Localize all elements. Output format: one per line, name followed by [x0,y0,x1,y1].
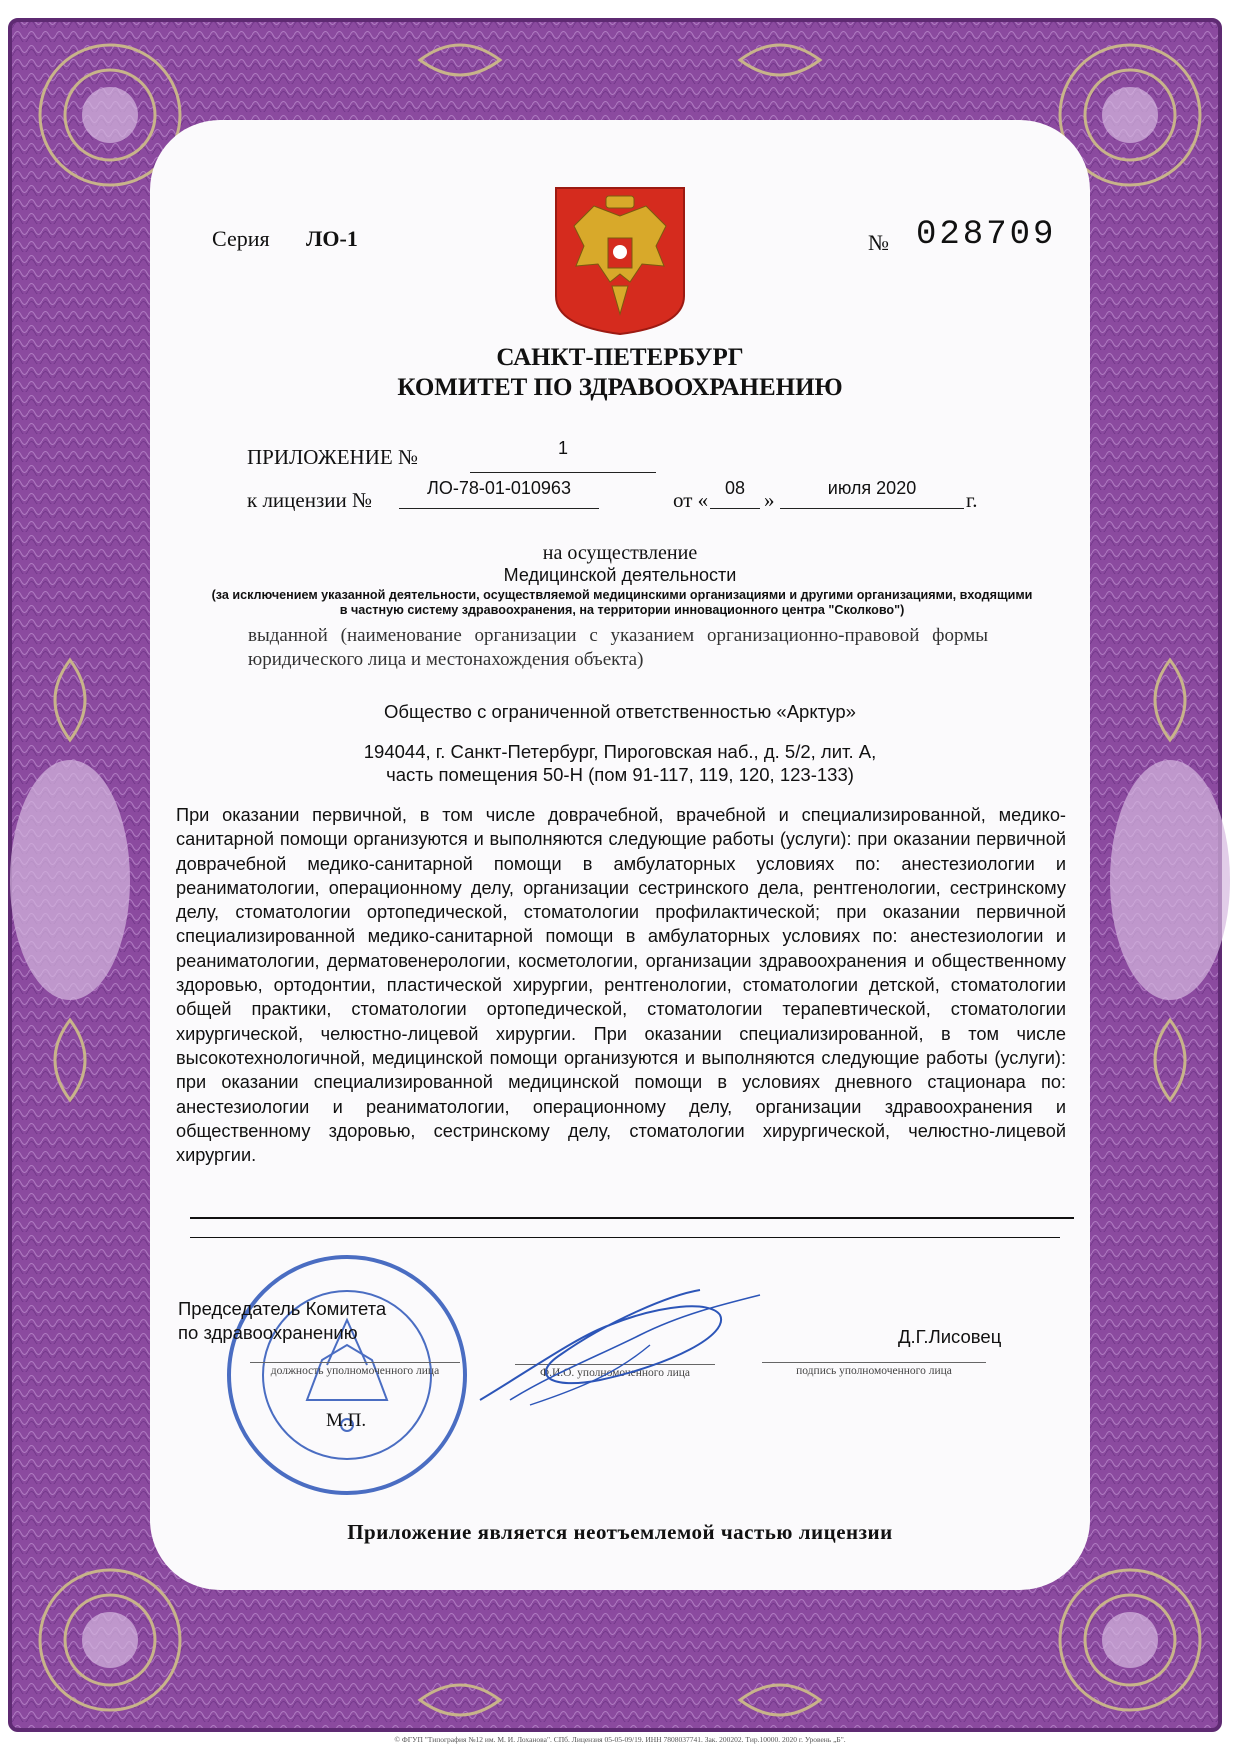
activity-note-line1: (за исключением указанной деятельности, осуществляемой медицинскими организациями и другими организациями, входящими [211,588,1033,602]
organization-address-line2: часть помещения 50-Н (пом 91-117, 119, 120, 123-133) [386,764,854,785]
caption-signature: подпись уполномоченного лица [762,1362,986,1377]
date-from-label: от « [673,488,709,512]
signatory-name: Д.Г.Лисовец [898,1326,1002,1347]
handwritten-signature [470,1275,770,1425]
date-month-year-field [780,478,964,509]
license-label: к лицензии № [247,488,373,512]
appendix-number: 1 [557,438,568,458]
services-text: При оказании первичной, в том числе доврачебной, врачебной и специализированной, медико-санитарной помощи организуются и выполняются следующие работы (услуги): при оказании первичной доврачебной медико-санитарной помощи в амбулаторных условиях по: анестезиологии и реаниматологии, операционному делу, организации сестринского дела, рентгенологии, сестринскому делу, стоматологии ортопедической, стоматологии профилактической; при оказании первичной специализированной медико-санитарной помощи в амбулаторных условиях по: анестезиологии и реаниматологии, дерматовенерологии, косметологии, организации здравоохранения и общественному здоровью, ортодонтии, пластической хирургии, рентгенологии, стоматологии детской, стоматологии общей практики, стоматологии ортопедической, стоматологии терапевтической, стоматологии хирургической, челюстно-лицевой хирургии. При оказании специализированной, в том числе высокотехнологичной, медицинской помощи организуются и выполняются следующие работы (услуги): при оказании специализированной медицинской помощи в условиях дневного стационара по: анестезиологии и реаниматологии, операционному делу, организации здравоохранения и общественному здоровью, сестринскому делу, стоматологии хирургической, челюстно-лицевой хирургии. [176,805,1066,1166]
divider-line-2 [190,1237,1060,1238]
issued-explanation: выданной (наименование организации с указанием организационно-правовой формы юридического лица и местонахождения объекта) [248,625,988,670]
activity-intro: на осуществление [542,542,698,564]
date-month-year: июля 2020 [827,478,917,498]
license-number: ЛО-78-01-010963 [427,478,571,498]
coat-of-arms-emblem [554,186,686,336]
activity-type: Медицинской деятельности [503,565,737,585]
caption-position: должность уполномоченного лица [250,1362,460,1377]
date-day-field [710,478,760,509]
date-quote-close: » [764,488,775,512]
printer-imprint: © ФГУП "Типография №12 им. М. И. Лоханова". СПб. Лицензия 05-05-09/19. ИНН 7808037741. Зак. 200202. Тир.10000. 2020 г. Уровень „Б". [394,1735,846,1744]
signatory-position-line1: Председатель Комитета [178,1298,387,1319]
date-day: 08 [724,478,746,498]
organization-address-line1: 194044, г. Санкт-Петербург, Пироговская наб., д. 5/2, лит. А, [363,741,877,762]
year-suffix: г. [966,488,978,512]
activity-note-line2: в частную систему здравоохранения, на территории инновационного центра "Сколково") [339,603,905,617]
signatory-position-line2: по здравоохранению [178,1322,358,1343]
mp-label: М.П. [326,1410,367,1431]
caption-name: Ф.И.О. уполномоченного лица [515,1364,715,1379]
issuer-city: САНКТ-ПЕТЕРБУРГ [496,344,744,371]
appendix-number-field [470,438,656,473]
document-number: 028709 [916,216,1057,254]
license-number-field [399,478,599,509]
divider-line-1 [190,1217,1074,1219]
organization-name: Общество с ограниченной ответственностью «Арктур» [384,701,856,722]
appendix-integral-note: Приложение является неотъемлемой частью лицензии [347,1520,893,1544]
number-sign: № [868,230,889,255]
issuer-committee: КОМИТЕТ ПО ЗДРАВООХРАНЕНИЮ [397,374,843,401]
series-label: Серия [212,226,270,251]
appendix-label: ПРИЛОЖЕНИЕ № [247,445,418,469]
series-value: ЛО-1 [306,226,358,251]
